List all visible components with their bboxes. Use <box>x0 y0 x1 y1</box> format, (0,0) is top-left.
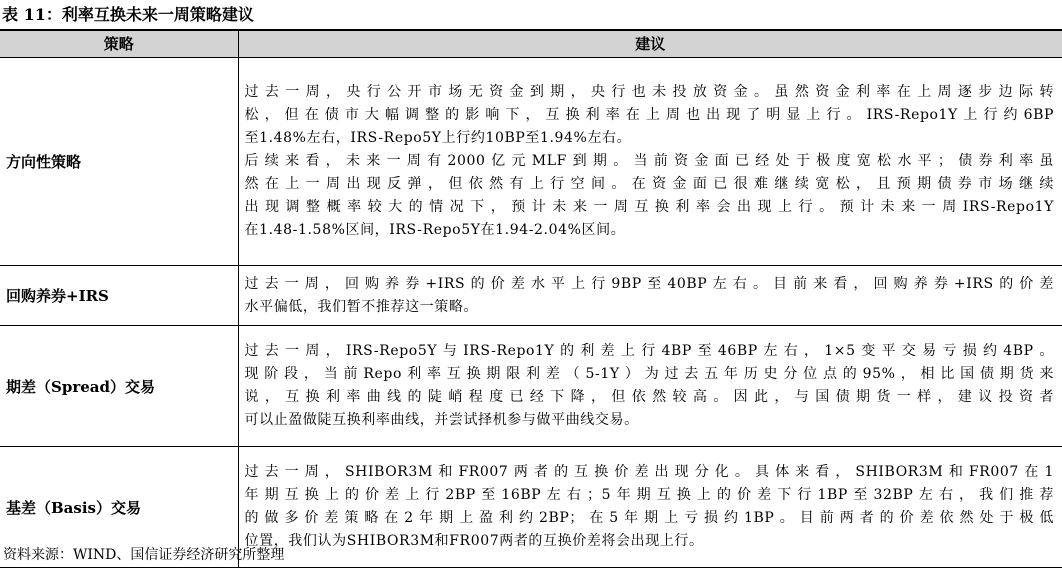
header-suggestion: 建议 <box>238 31 1062 58</box>
header-row <box>0 31 1062 58</box>
suggestion-line: 后续来看，未来一周有2000亿元MLF到期。当前资金面已经处于极度宽松水平；债券利率虽 <box>244 153 1054 169</box>
suggestion-line: 过去一周，SHIBOR3M和FR007两者的互换价差出现分化。具体来看，SHIBOR3M和FR007在1 <box>244 464 1054 480</box>
suggestion-line: 过去一周，回购养券+IRS的价差水平上行9BP至40BP左右。目前来看，回购养券+IRS的价差 <box>244 275 1054 292</box>
suggestion-line: 过去一周，央行公开市场无资金到期，央行也未投放资金。虽然资金利率在上周逐步边际转 <box>244 84 1054 100</box>
strategy-table <box>0 31 1062 568</box>
suggestion-line: 松，但在债市大幅调整的影响下，互换利率在上周也出现了明显上行。IRS-Repo1Y上行约6BP <box>244 107 1054 123</box>
table-title: 表 11：利率互换未来一周策略建议 <box>2 5 254 24</box>
strategy-name: 基差（Basis）交易 <box>0 447 238 568</box>
suggestion-line: 在1.48-1.58%区间，IRS-Repo5Y在1.94-2.04%区间。 <box>244 222 626 238</box>
strategy-name: 方向性策略 <box>0 58 238 266</box>
source-note: 资料来源：WIND、国信证券经济研究所整理 <box>3 547 285 563</box>
suggestion-line: 可以止盈做陡互换利率曲线，并尝试择机参与做平曲线交易。 <box>244 412 639 428</box>
suggestion-line: 的做多价差策略在2年期上盈利约2BP；在5年期上亏损约1BP。目前两者的价差依然处于极低 <box>244 510 1054 526</box>
suggestion-line: 水平偏低，我们暂不推荐这一策略。 <box>244 298 479 315</box>
suggestion-line: 过去一周，IRS-Repo5Y与IRS-Repo1Y的利差上行4BP至46BP左右，1×5变平交易亏损约4BP。 <box>244 343 1054 359</box>
suggestion-line: 现阶段，当前Repo利率互换期限利差（5-1Y）为过去五年历史分位点的95%，相比国债期货来 <box>244 366 1054 382</box>
suggestion-cell <box>238 266 1062 326</box>
suggestion-line: 然在上一周出现反弹，但依然有上行空间。在资金面已很难继续宽松，且预期债券市场继续 <box>244 176 1054 192</box>
suggestion-line: 出现调整概率较大的情况下，预计未来一周互换利率会出现上行。预计未来一周IRS-Repo1Y <box>244 199 1054 215</box>
table-row <box>0 58 1062 266</box>
header-strategy: 策略 <box>0 31 238 58</box>
suggestion-line: 说，互换利率曲线的陡峭程度已经下降，但依然较高。因此，与国债期货一样，建议投资者 <box>244 389 1054 405</box>
suggestion-line: 至1.48%左右，IRS-Repo5Y上行约10BP至1.94%左右。 <box>244 130 632 146</box>
suggestion-cell <box>238 447 1062 568</box>
suggestion-line: 年期互换上的价差上行2BP至16BP左右；5年期互换上的价差下行1BP至32BP左右，我们推荐 <box>244 487 1054 503</box>
strategy-name: 期差（Spread）交易 <box>0 326 238 447</box>
table-row <box>0 266 1062 326</box>
suggestion-cell <box>238 326 1062 447</box>
suggestion-cell <box>238 58 1062 266</box>
strategy-name: 回购养券+IRS <box>0 266 238 326</box>
table-row <box>0 326 1062 447</box>
suggestion-line: 位置，我们认为SHIBOR3M和FR007两者的互换价差将会出现上行。 <box>244 533 704 549</box>
